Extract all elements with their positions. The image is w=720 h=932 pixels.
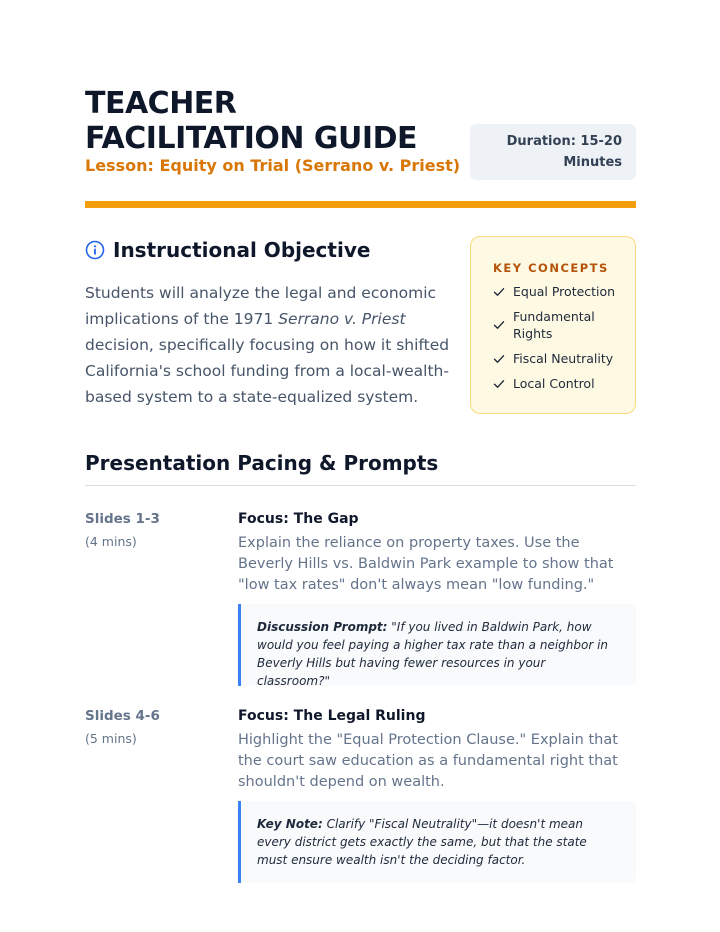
concept-item (493, 283, 635, 300)
key-concepts-title: KEY CONCEPTS (493, 261, 609, 275)
key-concepts-box (470, 236, 636, 414)
check-icon (493, 378, 505, 390)
concept-item (493, 308, 635, 342)
lesson-subtitle: Lesson: Equity on Trial (Serrano v. Priest) (85, 156, 461, 175)
slide-description: Explain the reliance on property taxes. Use the Beverly Hills vs. Baldwin Park example to show that "low tax rates" don't always mean "low funding." (238, 535, 614, 593)
header (85, 86, 636, 182)
duration-badge (470, 124, 636, 180)
case-name: Serrano v. Priest (278, 310, 406, 328)
objective-heading-row (85, 238, 370, 262)
slide-duration: (4 mins) (85, 534, 137, 549)
duration-line-1: Duration: 15-20 (506, 134, 622, 149)
note-label: Discussion Prompt: (257, 620, 388, 634)
concept-item (493, 375, 635, 392)
check-icon (493, 286, 505, 298)
pacing-heading: Presentation Pacing & Prompts (85, 451, 439, 475)
info-icon (85, 240, 105, 260)
check-icon (493, 353, 505, 365)
pacing-divider (85, 485, 636, 486)
concept-item (493, 350, 635, 367)
concept-label: Equal Protection (513, 284, 616, 299)
objective-text-start: Students will analyze the legal and economic implications of the 1971 (85, 284, 437, 328)
objective-heading: Instructional Objective (113, 238, 371, 262)
discussion-prompt-callout (238, 604, 636, 686)
concept-label: Fundamental Rights (513, 309, 595, 341)
concept-label: Local Control (513, 376, 595, 391)
header-divider (85, 201, 636, 208)
key-note-callout (238, 801, 636, 883)
note-text: "If you lived in Baldwin Park, how would you feel paying a higher tax rate than a neighbor in Beverly Hills but having fewer resources in your classroom?" (257, 620, 609, 688)
slide-focus: Focus: The Legal Ruling (238, 708, 426, 724)
objective-text-end: decision, specifically focusing on how it shifted California's school funding from a local-wealth-based system to a state-equalized system. (85, 336, 450, 406)
check-icon (493, 319, 505, 331)
note-label: Key Note: (257, 817, 323, 831)
slide-duration: (5 mins) (85, 731, 137, 746)
objective-text (85, 280, 455, 410)
concept-label: Fiscal Neutrality (513, 351, 614, 366)
slide-range: Slides 1-3 (85, 511, 160, 527)
duration-line-2: Minutes (563, 155, 622, 170)
slide-range: Slides 4-6 (85, 708, 160, 724)
note-text: Clarify "Fiscal Neutrality"—it doesn't mean every district gets exactly the same, but that the state must ensure wealth isn't the deciding factor. (257, 817, 587, 867)
page-title: TEACHER FACILITATION GUIDE (85, 86, 417, 156)
slide-focus: Focus: The Gap (238, 511, 359, 527)
slide-description: Highlight the "Equal Protection Clause." Explain that the court saw education as a fundamental right that shouldn't depend on wealth. (238, 732, 618, 790)
